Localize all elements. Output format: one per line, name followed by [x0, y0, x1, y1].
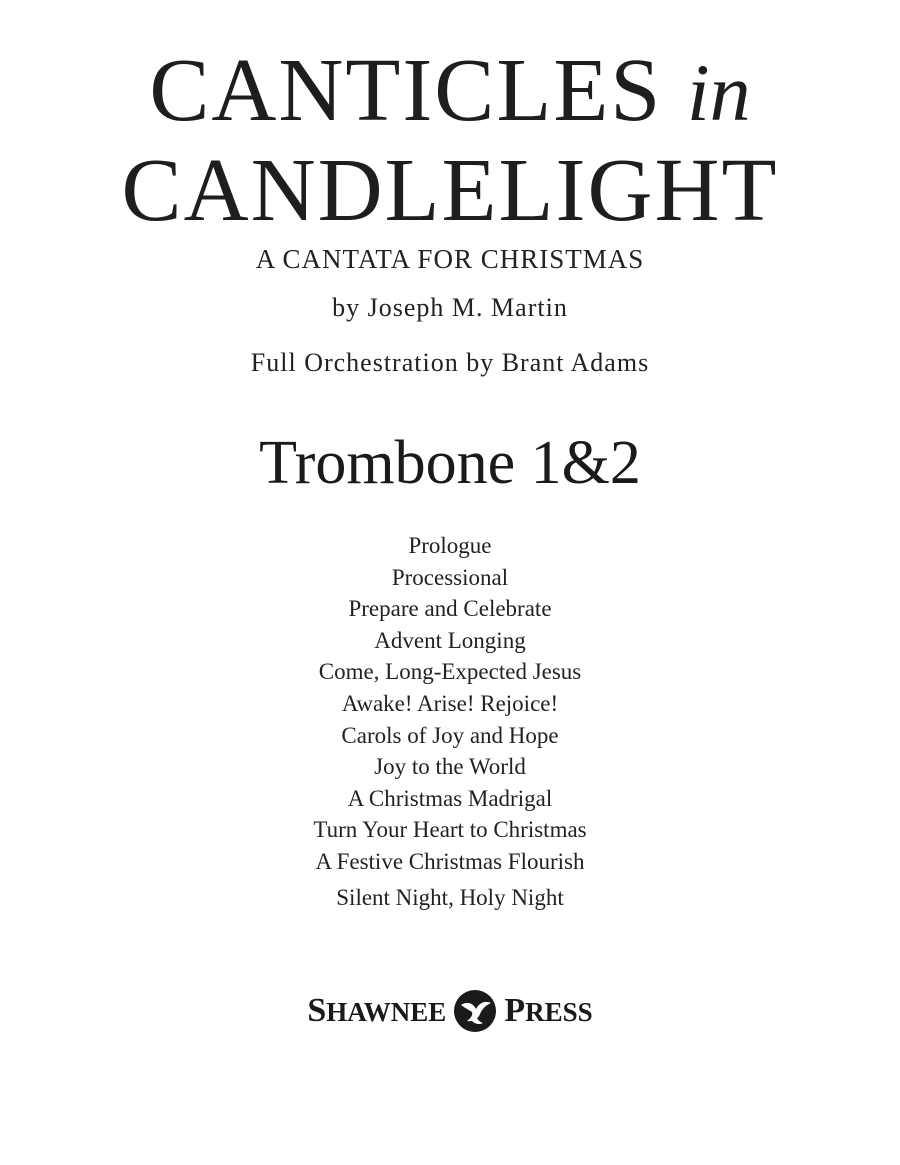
contents-item: Joy to the World: [374, 754, 526, 780]
instrument-part-title: Trombone 1&2: [259, 429, 641, 497]
logo-rest: HAWNEE: [326, 997, 447, 1027]
publisher-logo: [0, 988, 900, 1034]
contents-item: Prepare and Celebrate: [348, 596, 552, 622]
title-second-word: CANDLELIGHT: [121, 141, 779, 240]
logo-rest: RESS: [525, 997, 593, 1027]
contents-item: Awake! Arise! Rejoice!: [341, 690, 559, 716]
contents-item: Silent Night, Holy Night: [336, 884, 564, 910]
title-line-2: [0, 141, 900, 240]
subtitle: A CANTATA FOR CHRISTMAS: [255, 244, 645, 274]
dove-logo-icon: [452, 988, 498, 1034]
logo-initial: P: [504, 992, 526, 1029]
logo-initial: S: [307, 992, 327, 1029]
contents-item: Prologue: [408, 533, 492, 558]
composer-byline: by Joseph M. Martin: [332, 293, 568, 322]
contents-list: [0, 530, 900, 913]
publisher-word-press: [504, 994, 592, 1028]
contents-item: Carols of Joy and Hope: [341, 722, 559, 748]
contents-item: Processional: [391, 564, 509, 590]
publisher-word-shawnee: [307, 994, 446, 1028]
contents-item: Advent Longing: [374, 627, 526, 653]
orchestration-credit: Full Orchestration by Brant Adams: [250, 348, 650, 377]
contents-item: Come, Long-Expected Jesus: [318, 659, 582, 685]
title-italic-word: in: [686, 47, 751, 138]
contents-item: A Festive Christmas Flourish: [315, 848, 585, 874]
contents-item: Turn Your Heart to Christmas: [313, 817, 587, 843]
title-main-word: CANTICLES: [149, 41, 663, 140]
contents-item: A Christmas Madrigal: [347, 785, 553, 811]
title-line-1: [0, 41, 900, 140]
